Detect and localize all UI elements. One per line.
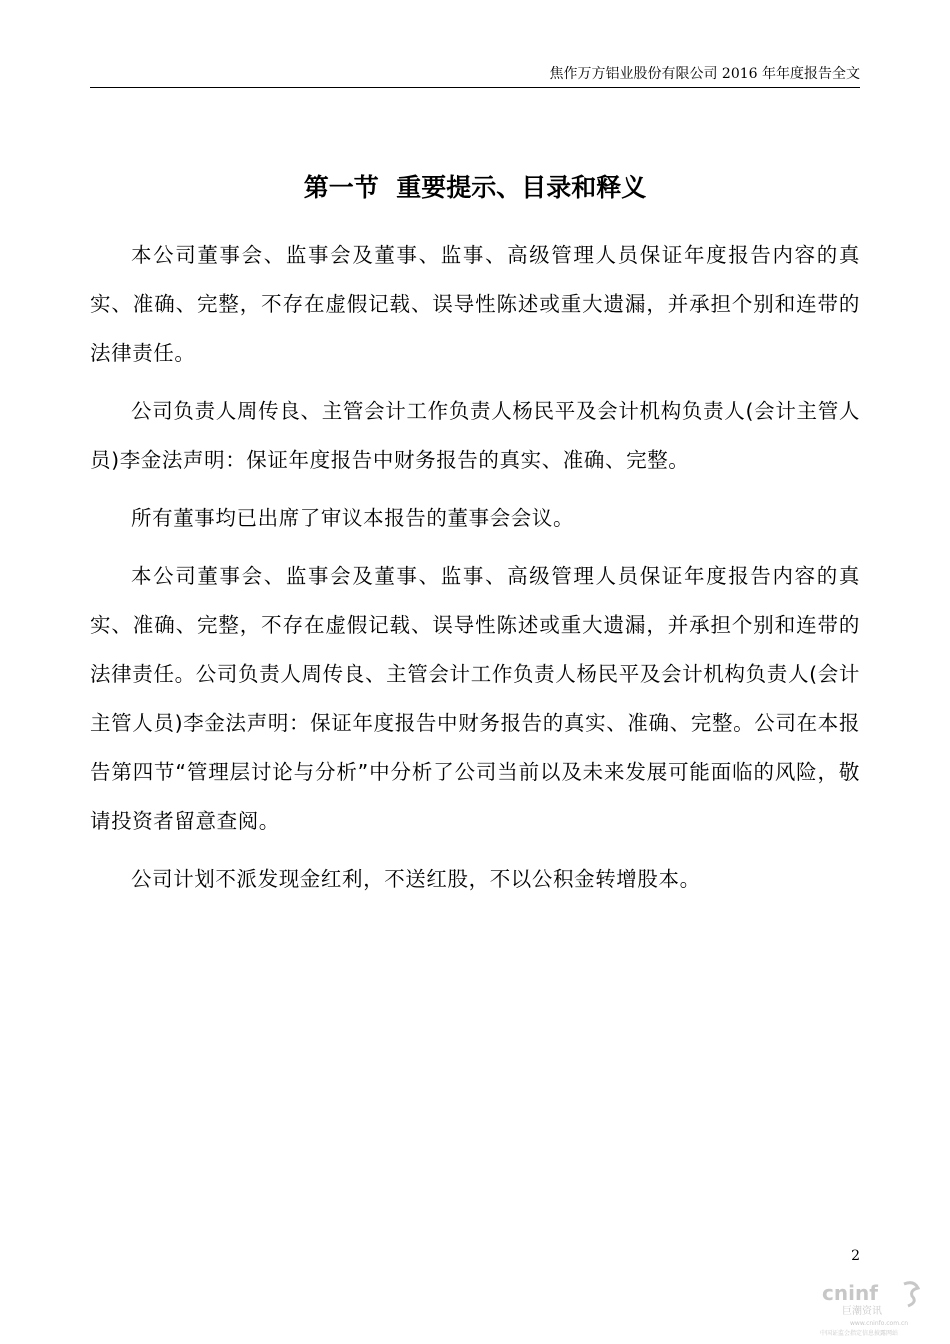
section-title: 第一节 重要提示、目录和释义 (303, 172, 647, 202)
paragraph-executives-declaration: 公司负责人周传良、主管会计工作负责人杨民平及会计机构负责人(会计主管人员)李金法声明：保证年度报告中财务报告的真实、准确、完整。 (90, 399, 860, 472)
watermark-subtitle: 巨潮资讯 (842, 1306, 882, 1317)
watermark-swirl-icon (904, 1283, 918, 1306)
paragraph-dividend-plan: 公司计划不派发现金红利，不送红股，不以公积金转增股本。 (131, 867, 701, 891)
document-body (90, 231, 860, 913)
watermark-url: www.cninfo.com.cn (850, 1320, 909, 1327)
cninfo-watermark-logo (820, 1278, 932, 1338)
paragraph-responsibility-statement: 本公司董事会、监事会及董事、监事、高级管理人员保证年度报告内容的真实、准确、完整，不存在虚假记载、误导性陈述或重大遗漏，并承担个别和连带的法律责任。 (90, 243, 860, 365)
watermark-caption: 中国证监会指定信息披露网站 (820, 1330, 899, 1337)
paragraph-board-attendance: 所有董事均已出席了审议本报告的董事会会议。 (131, 506, 575, 530)
running-header: 焦作万方铝业股份有限公司 2016 年年度报告全文 (549, 66, 860, 82)
header-rule (90, 87, 860, 88)
page-number: 2 (851, 1248, 860, 1264)
watermark-logo-text: cninf (822, 1281, 878, 1305)
paragraph-risk-notice: 本公司董事会、监事会及董事、监事、高级管理人员保证年度报告内容的真实、准确、完整，不存在虚假记载、误导性陈述或重大遗漏，并承担个别和连带的法律责任。公司负责人周传良、主管会计工作负责人杨民平及会计机构负责人(会计主管人员)李金法声明：保证年度报告中财务报告的真实、准确、完整。公司在本报告第四节“管理层讨论与分析”中分析了公司当前以及未来发展可能面临的风险，敬请投资者留意查阅。 (90, 564, 860, 833)
